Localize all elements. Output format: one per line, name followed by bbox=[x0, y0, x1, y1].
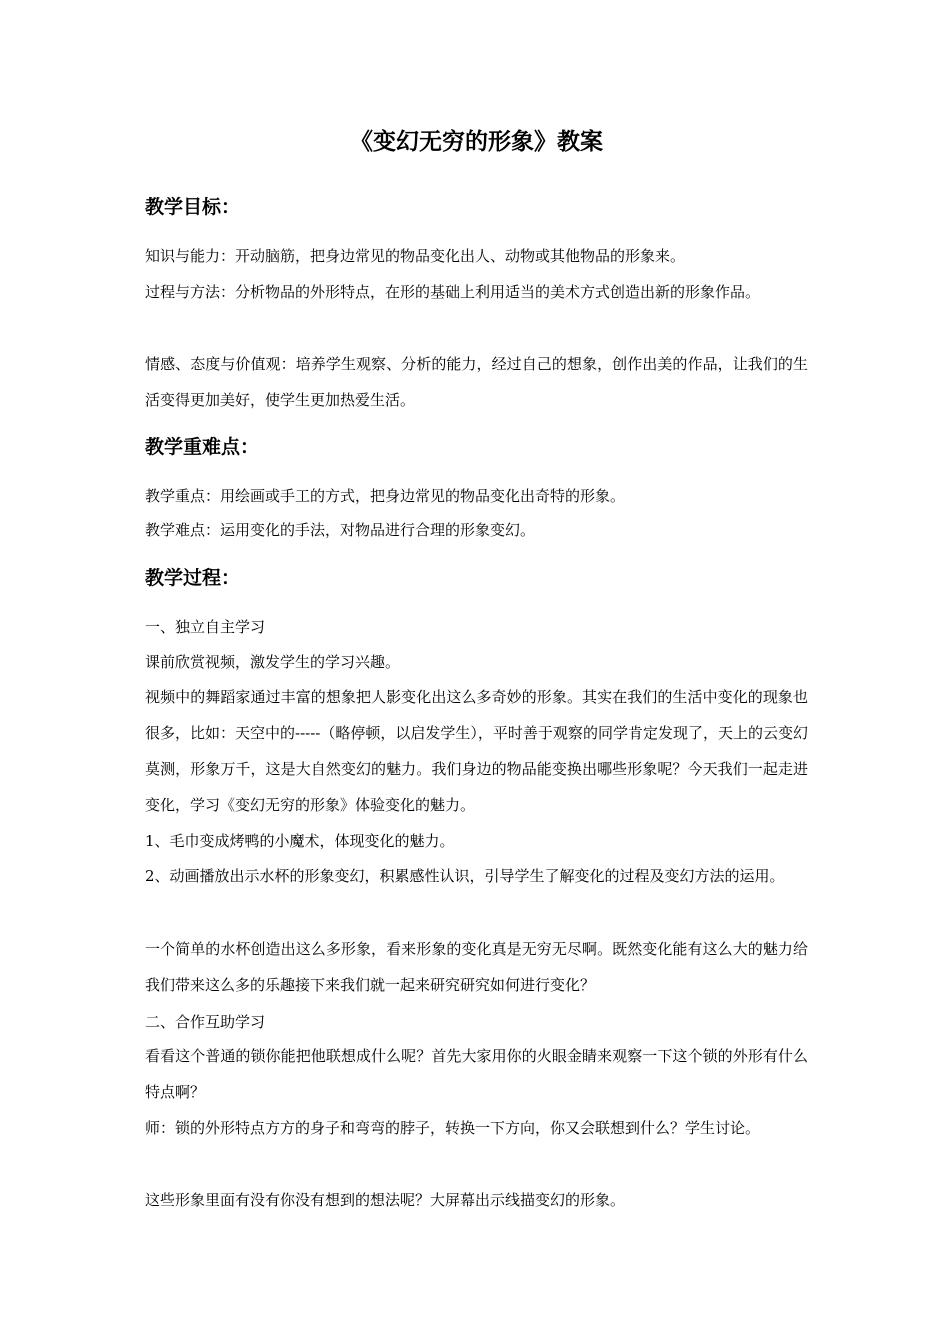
section-heading-process: 教学过程： bbox=[145, 567, 241, 589]
paragraph: 2、动画播放出示水杯的形象变幻，积累感性认识，引导学生了解变化的过程及变幻方法的运用。 bbox=[145, 867, 785, 885]
paragraph: 二、合作互助学习 bbox=[145, 1013, 266, 1031]
paragraph: 视频中的舞蹈家通过丰富的想象把人影变化出这么多奇妙的形象。其实在我们的生活中变化的现象也很多，比如：天空中的-----（略停顿，以启发学生），平时善于观察的同学肯定发现了，天上的云变幻莫测，形象万千，这是大自然变幻的魅力。我们身边的物品能变换出哪些形象呢？今天我们一起走进变化，学习《变幻无穷的形象》体验变化的魅力。 bbox=[145, 688, 808, 814]
paragraph: 过程与方法：分析物品的外形特点，在形的基础上利用适当的美术方式创造出新的形象作品。 bbox=[145, 283, 761, 301]
paragraph: 这些形象里面有没有你没有想到的想法呢？大屏幕出示线描变幻的形象。 bbox=[145, 1191, 626, 1209]
paragraph: 情感、态度与价值观：培养学生观察、分析的能力，经过自己的想象，创作出美的作品，让我们的生活变得更加美好，使学生更加热爱生活。 bbox=[145, 355, 808, 409]
paragraph: 看看这个普通的锁你能把他联想成什么呢？首先大家用你的火眼金睛来观察一下这个锁的外形有什么特点啊？ bbox=[145, 1047, 808, 1101]
document-title: 《变幻无穷的形象》教案 bbox=[350, 129, 603, 155]
paragraph: 知识与能力：开动脑筋，把身边常见的物品变化出人、动物或其他物品的形象来。 bbox=[145, 247, 686, 265]
paragraph: 师：锁的外形特点方方的身子和弯弯的脖子，转换一下方向，你又会联想到什么？学生讨论。 bbox=[145, 1119, 761, 1137]
paragraph: 教学重点：用绘画或手工的方式，把身边常见的物品变化出奇特的形象。 bbox=[145, 487, 626, 505]
section-heading-key-points: 教学重难点： bbox=[145, 436, 260, 458]
paragraph: 一个简单的水杯创造出这么多形象，看来形象的变化真是无穷无尽啊。既然变化能有这么大的魅力给我们带来这么多的乐趣接下来我们就一起来研究研究如何进行变化？ bbox=[145, 940, 808, 994]
paragraph: 教学难点：运用变化的手法，对物品进行合理的形象变幻。 bbox=[145, 521, 536, 539]
paragraph: 课前欣赏视频，激发学生的学习兴趣。 bbox=[145, 653, 401, 671]
paragraph: 一、独立自主学习 bbox=[145, 618, 266, 636]
section-heading-objectives: 教学目标： bbox=[145, 196, 241, 218]
paragraph: 1、毛巾变成烤鸭的小魔术，体现变化的魅力。 bbox=[145, 832, 455, 850]
